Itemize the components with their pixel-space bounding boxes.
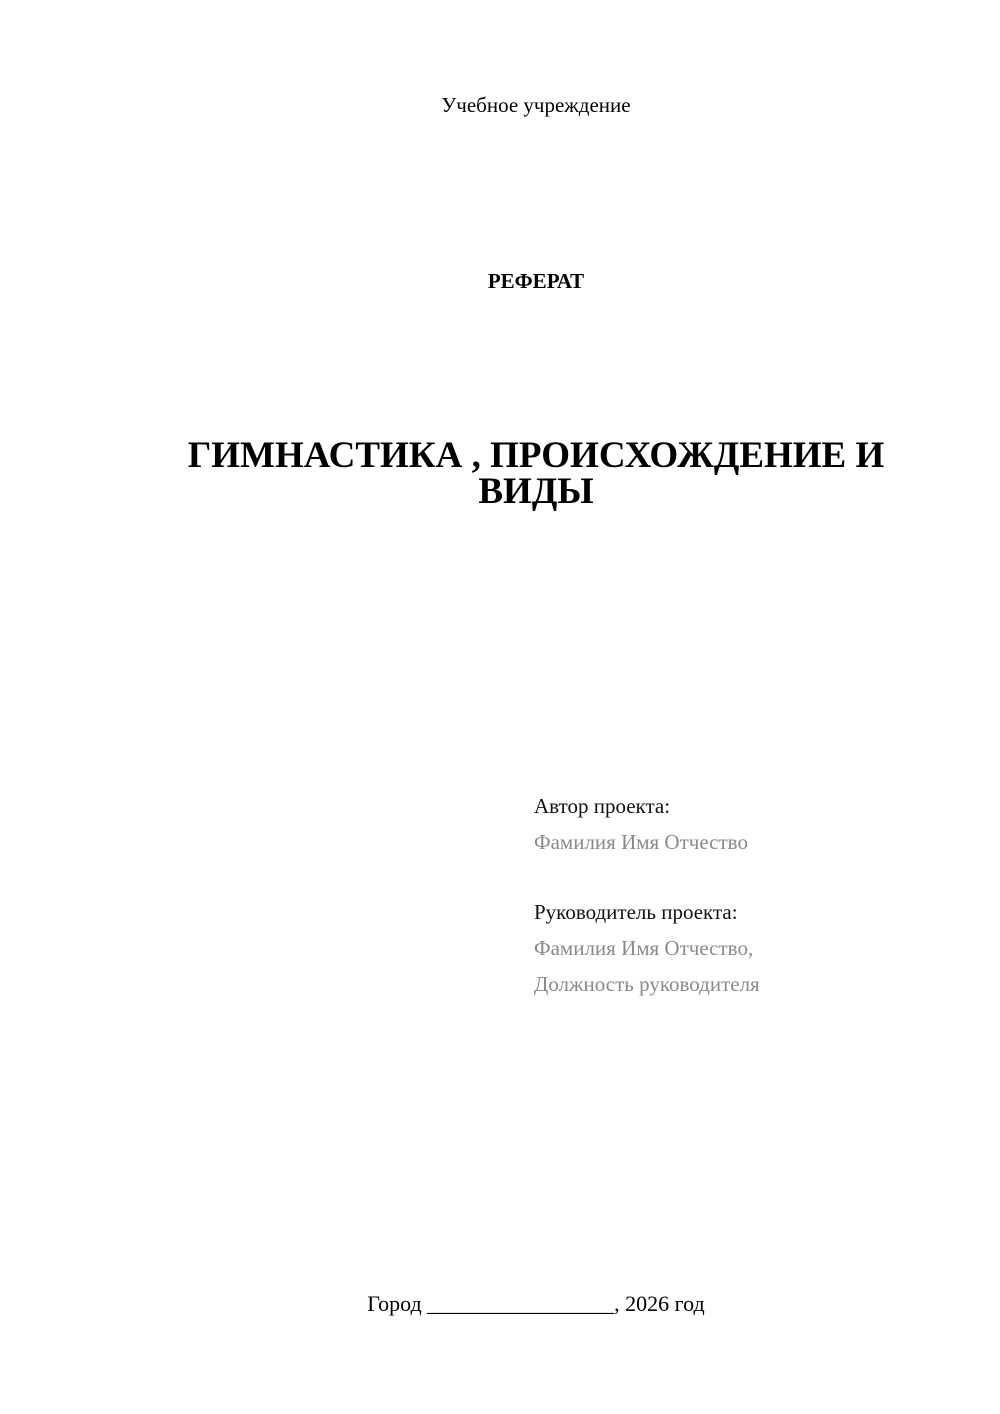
institution-name: Учебное учреждение bbox=[441, 93, 631, 117]
author-label: Автор проекта: bbox=[534, 794, 671, 818]
credits-spacer bbox=[534, 860, 974, 894]
supervisor-name: Фамилия Имя Отчество, bbox=[534, 936, 754, 960]
document-type: РЕФЕРАТ bbox=[487, 269, 585, 293]
supervisor-position: Должность руководителя bbox=[534, 972, 760, 996]
supervisor-label: Руководитель проекта: bbox=[534, 900, 738, 924]
author-name: Фамилия Имя Отчество bbox=[534, 830, 748, 854]
city-year-line: Город _________________, 2026 год bbox=[367, 1291, 705, 1316]
credits-block bbox=[534, 788, 974, 1002]
document-title: ГИМНАСТИКА , ПРОИСХОЖДЕНИЕ И ВИДЫ bbox=[187, 435, 885, 512]
